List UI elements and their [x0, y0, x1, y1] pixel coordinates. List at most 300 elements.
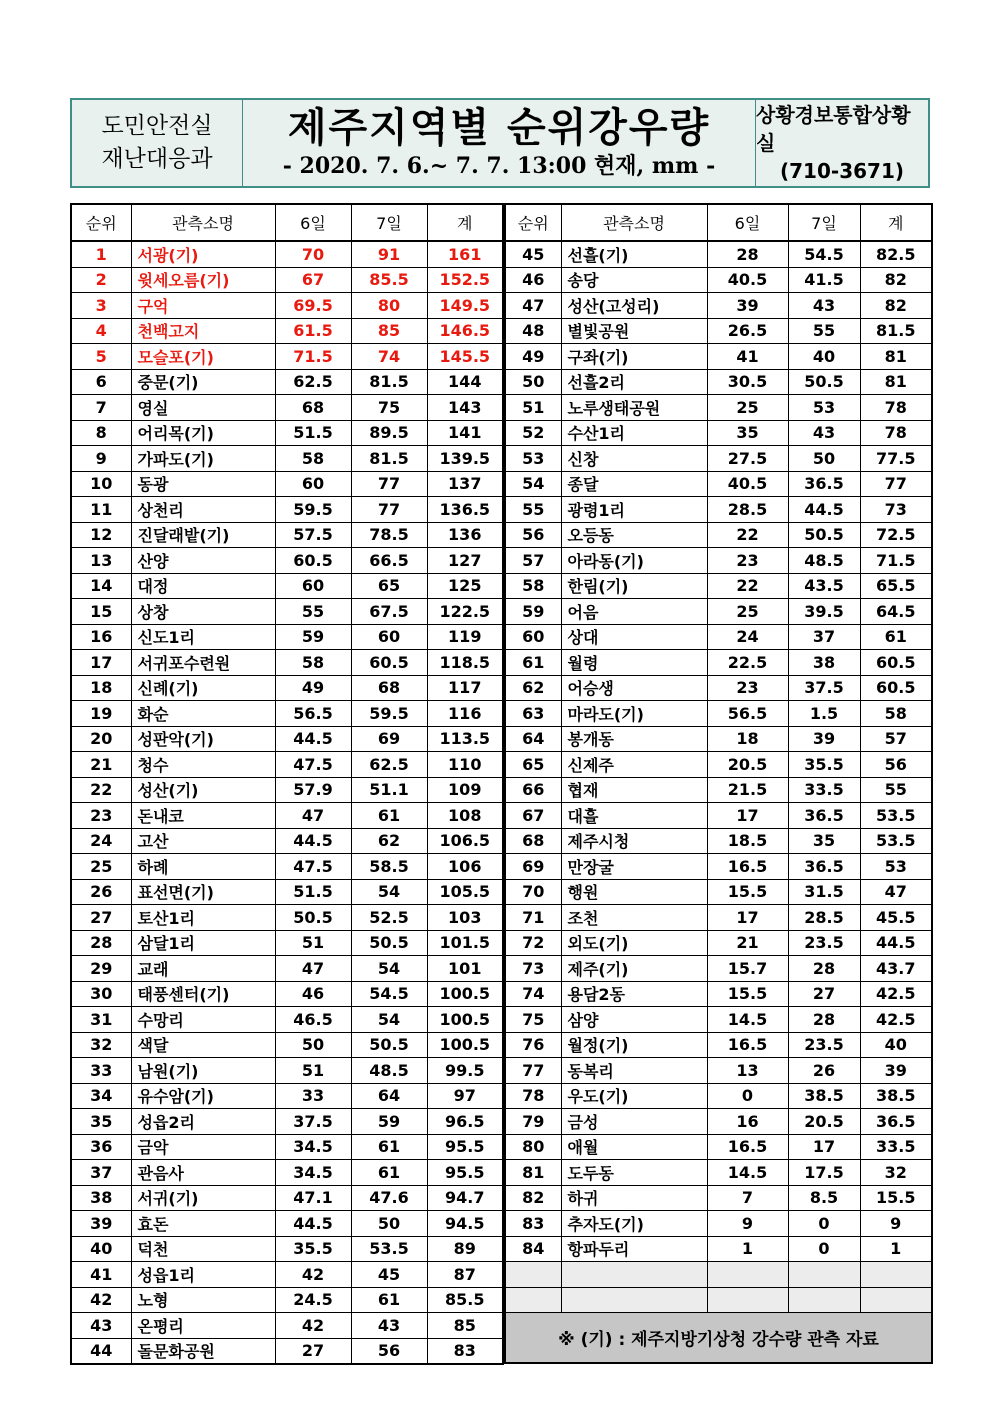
- rank-cell: 30: [71, 981, 131, 1007]
- day7-cell: 69: [351, 726, 427, 752]
- total-cell: 42.5: [860, 981, 932, 1007]
- table-row: [505, 497, 932, 523]
- station-name-cell: 고산: [131, 828, 275, 854]
- day6-cell: 17: [707, 803, 788, 829]
- station-name-cell: 봉개동: [561, 726, 707, 752]
- table-row: [71, 293, 503, 319]
- total-cell: 85: [427, 1313, 503, 1339]
- total-cell: 32: [860, 1160, 932, 1186]
- day7-cell: 43.5: [788, 573, 860, 599]
- title-box: [243, 100, 756, 186]
- office-phone: (710-3671): [780, 159, 904, 183]
- day6-cell: 47.1: [275, 1185, 351, 1211]
- rank-cell: 53: [505, 446, 561, 472]
- rank-cell: 72: [505, 930, 561, 956]
- col-total: 계: [427, 204, 503, 241]
- day7-cell: 37.5: [788, 675, 860, 701]
- station-name-cell: 마라도(기): [561, 701, 707, 727]
- day7-cell: 23.5: [788, 930, 860, 956]
- table-row: [505, 446, 932, 472]
- rainfall-table-left: [70, 203, 504, 1365]
- table-row: [505, 267, 932, 293]
- day7-cell: 47.6: [351, 1185, 427, 1211]
- day7-cell: 75: [351, 395, 427, 421]
- rank-cell: 54: [505, 471, 561, 497]
- day7-cell: 62.5: [351, 752, 427, 778]
- rank-cell: 10: [71, 471, 131, 497]
- rank-cell: 65: [505, 752, 561, 778]
- day6-cell: 33: [275, 1083, 351, 1109]
- rank-cell: 56: [505, 522, 561, 548]
- day7-cell: 50.5: [788, 369, 860, 395]
- day6-cell: 58: [275, 446, 351, 472]
- day6-cell: 62.5: [275, 369, 351, 395]
- total-cell: 105.5: [427, 879, 503, 905]
- day7-cell: 0: [788, 1211, 860, 1237]
- table-row: [71, 1007, 503, 1033]
- day6-cell: 28: [707, 241, 788, 267]
- total-cell: 36.5: [860, 1109, 932, 1135]
- day7-cell: 61: [351, 1134, 427, 1160]
- table-row: [71, 1211, 503, 1237]
- station-name-cell: 월정(기): [561, 1032, 707, 1058]
- station-name-cell: 만장굴: [561, 854, 707, 880]
- station-name-cell: 종달: [561, 471, 707, 497]
- table-row: [505, 420, 932, 446]
- total-cell: 38.5: [860, 1083, 932, 1109]
- total-cell: 60.5: [860, 650, 932, 676]
- day6-cell: 16.5: [707, 1032, 788, 1058]
- day7-cell: 54.5: [788, 241, 860, 267]
- total-cell: 53.5: [860, 803, 932, 829]
- total-cell: 139.5: [427, 446, 503, 472]
- station-name-cell: 어승생: [561, 675, 707, 701]
- day7-cell: 68: [351, 675, 427, 701]
- station-name-cell: 노루생태공원: [561, 395, 707, 421]
- total-cell: 77: [860, 471, 932, 497]
- table-row: [71, 828, 503, 854]
- day6-cell: 51: [275, 930, 351, 956]
- day7-cell: 28: [788, 1007, 860, 1033]
- station-name-cell: 태풍센터(기): [131, 981, 275, 1007]
- rank-cell: 74: [505, 981, 561, 1007]
- table-row: [505, 548, 932, 574]
- station-name-cell: 오등동: [561, 522, 707, 548]
- rank-cell: 51: [505, 395, 561, 421]
- rank-cell: 12: [71, 522, 131, 548]
- station-name-cell: 행원: [561, 879, 707, 905]
- rank-cell: 35: [71, 1109, 131, 1135]
- table-row: [71, 1313, 503, 1339]
- day7-cell: 50.5: [351, 1032, 427, 1058]
- total-cell: 82: [860, 267, 932, 293]
- station-name-cell: 삼양: [561, 1007, 707, 1033]
- station-name-cell: 상대: [561, 624, 707, 650]
- day7-cell: 36.5: [788, 854, 860, 880]
- day6-cell: 15.5: [707, 981, 788, 1007]
- table-row: [505, 981, 932, 1007]
- total-cell: 72.5: [860, 522, 932, 548]
- table-row: [71, 981, 503, 1007]
- table-row: [71, 344, 503, 370]
- table-row: [505, 1083, 932, 1109]
- day6-cell: 22: [707, 573, 788, 599]
- total-cell: 78: [860, 420, 932, 446]
- day6-cell: 15.7: [707, 956, 788, 982]
- day6-cell: 34.5: [275, 1134, 351, 1160]
- rank-cell: 76: [505, 1032, 561, 1058]
- table-row: [505, 752, 932, 778]
- station-name-cell: 영실: [131, 395, 275, 421]
- table-row: [71, 599, 503, 625]
- rank-cell: 4: [71, 318, 131, 344]
- rank-cell: 25: [71, 854, 131, 880]
- total-cell: 47: [860, 879, 932, 905]
- day7-cell: 60: [351, 624, 427, 650]
- total-cell: 152.5: [427, 267, 503, 293]
- day6-cell: 25: [707, 395, 788, 421]
- total-cell: 58: [860, 701, 932, 727]
- rank-cell: 60: [505, 624, 561, 650]
- table-row: [505, 344, 932, 370]
- rank-cell: 39: [71, 1211, 131, 1237]
- station-name-cell: 효돈: [131, 1211, 275, 1237]
- day6-cell: 23: [707, 675, 788, 701]
- total-cell: 65.5: [860, 573, 932, 599]
- station-name-cell: 동복리: [561, 1058, 707, 1084]
- rank-cell: 9: [71, 446, 131, 472]
- table-row: [505, 369, 932, 395]
- rank-cell: 2: [71, 267, 131, 293]
- day6-cell: 40.5: [707, 267, 788, 293]
- table-row: [71, 573, 503, 599]
- day6-cell: 18.5: [707, 828, 788, 854]
- rank-cell: 40: [71, 1236, 131, 1262]
- table-row: [505, 395, 932, 421]
- day7-cell: 54: [351, 1007, 427, 1033]
- day7-cell: 51.1: [351, 777, 427, 803]
- total-cell: 85.5: [427, 1287, 503, 1313]
- day7-cell: 1.5: [788, 701, 860, 727]
- station-name-cell: 온평리: [131, 1313, 275, 1339]
- day7-cell: 28: [788, 956, 860, 982]
- rank-cell: 50: [505, 369, 561, 395]
- day7-cell: 17.5: [788, 1160, 860, 1186]
- table-row: [505, 1160, 932, 1186]
- station-name-cell: 서귀(기): [131, 1185, 275, 1211]
- day7-cell: 77: [351, 471, 427, 497]
- col-day7: 7일: [351, 204, 427, 241]
- station-name-cell: 서귀포수련원: [131, 650, 275, 676]
- day7-cell: 8.5: [788, 1185, 860, 1211]
- empty-cell: [707, 1287, 788, 1313]
- day7-cell: 36.5: [788, 471, 860, 497]
- total-cell: 43.7: [860, 956, 932, 982]
- day6-cell: 50: [275, 1032, 351, 1058]
- station-name-cell: 산양: [131, 548, 275, 574]
- rank-cell: 14: [71, 573, 131, 599]
- rank-cell: 52: [505, 420, 561, 446]
- page-title: 제주지역별 순위강우량: [287, 105, 711, 151]
- col-rank: 순위: [505, 204, 561, 241]
- table-row: [505, 1211, 932, 1237]
- day7-cell: 50.5: [351, 930, 427, 956]
- day6-cell: 24.5: [275, 1287, 351, 1313]
- total-cell: 101.5: [427, 930, 503, 956]
- table-row: [71, 522, 503, 548]
- day6-cell: 51.5: [275, 879, 351, 905]
- rainfall-table-right: [504, 203, 933, 1364]
- total-cell: 56: [860, 752, 932, 778]
- day7-cell: 38: [788, 650, 860, 676]
- total-cell: 55: [860, 777, 932, 803]
- day7-cell: 59.5: [351, 701, 427, 727]
- table-row: [505, 956, 932, 982]
- table-row: [71, 777, 503, 803]
- station-name-cell: 모슬포(기): [131, 344, 275, 370]
- day6-cell: 47.5: [275, 752, 351, 778]
- station-name-cell: 하귀: [561, 1185, 707, 1211]
- total-cell: 161: [427, 241, 503, 267]
- day6-cell: 37.5: [275, 1109, 351, 1135]
- day7-cell: 81.5: [351, 369, 427, 395]
- day6-cell: 39: [707, 293, 788, 319]
- day7-cell: 80: [351, 293, 427, 319]
- rank-cell: 43: [71, 1313, 131, 1339]
- source-note: ※ (기) : 제주지방기상청 강수량 관측 자료: [505, 1313, 932, 1364]
- rank-cell: 57: [505, 548, 561, 574]
- day6-cell: 47: [275, 956, 351, 982]
- total-cell: 119: [427, 624, 503, 650]
- table-row: [71, 1262, 503, 1288]
- station-name-cell: 성읍2리: [131, 1109, 275, 1135]
- rank-cell: 77: [505, 1058, 561, 1084]
- day6-cell: 28.5: [707, 497, 788, 523]
- station-name-cell: 청수: [131, 752, 275, 778]
- day6-cell: 59: [275, 624, 351, 650]
- total-cell: 100.5: [427, 1007, 503, 1033]
- total-cell: 94.7: [427, 1185, 503, 1211]
- total-cell: 45.5: [860, 905, 932, 931]
- day6-cell: 51.5: [275, 420, 351, 446]
- day6-cell: 42: [275, 1262, 351, 1288]
- rank-cell: 29: [71, 956, 131, 982]
- col-station: 관측소명: [561, 204, 707, 241]
- total-cell: 83: [427, 1338, 503, 1364]
- total-cell: 136: [427, 522, 503, 548]
- rank-cell: 15: [71, 599, 131, 625]
- rank-cell: 80: [505, 1134, 561, 1160]
- station-name-cell: 어음: [561, 599, 707, 625]
- table-row: [71, 1058, 503, 1084]
- table-row: [71, 650, 503, 676]
- day6-cell: 51: [275, 1058, 351, 1084]
- rank-cell: 31: [71, 1007, 131, 1033]
- table-row: [505, 930, 932, 956]
- table-row: [505, 650, 932, 676]
- day7-cell: 53.5: [351, 1236, 427, 1262]
- rank-cell: 23: [71, 803, 131, 829]
- total-cell: 39: [860, 1058, 932, 1084]
- table-header-row: [505, 204, 932, 241]
- total-cell: 110: [427, 752, 503, 778]
- table-row: [71, 267, 503, 293]
- day7-cell: 41.5: [788, 267, 860, 293]
- table-row: [71, 497, 503, 523]
- day7-cell: 54: [351, 956, 427, 982]
- table-row: [505, 777, 932, 803]
- day7-cell: 81.5: [351, 446, 427, 472]
- table-row: [71, 1185, 503, 1211]
- col-day6: 6일: [707, 204, 788, 241]
- table-row: [505, 1032, 932, 1058]
- station-name-cell: 돈내코: [131, 803, 275, 829]
- day7-cell: 50: [351, 1211, 427, 1237]
- day7-cell: 60.5: [351, 650, 427, 676]
- day7-cell: 61: [351, 803, 427, 829]
- total-cell: 136.5: [427, 497, 503, 523]
- table-row: [505, 599, 932, 625]
- day6-cell: 25: [707, 599, 788, 625]
- table-row: [71, 624, 503, 650]
- day6-cell: 30.5: [707, 369, 788, 395]
- station-name-cell: 외도(기): [561, 930, 707, 956]
- day6-cell: 60.5: [275, 548, 351, 574]
- station-name-cell: 항파두리: [561, 1236, 707, 1262]
- total-cell: 141: [427, 420, 503, 446]
- day7-cell: 50: [788, 446, 860, 472]
- total-cell: 127: [427, 548, 503, 574]
- day6-cell: 21: [707, 930, 788, 956]
- table-row: [71, 318, 503, 344]
- total-cell: 78: [860, 395, 932, 421]
- table-row: [505, 1134, 932, 1160]
- station-name-cell: 아라동(기): [561, 548, 707, 574]
- station-name-cell: 광령1리: [561, 497, 707, 523]
- station-name-cell: 표선면(기): [131, 879, 275, 905]
- day6-cell: 34.5: [275, 1160, 351, 1186]
- total-cell: 103: [427, 905, 503, 931]
- day7-cell: 54.5: [351, 981, 427, 1007]
- rank-cell: 16: [71, 624, 131, 650]
- day7-cell: 58.5: [351, 854, 427, 880]
- rank-cell: 78: [505, 1083, 561, 1109]
- table-row: [505, 1236, 932, 1262]
- day7-cell: 27: [788, 981, 860, 1007]
- table-row: [505, 905, 932, 931]
- total-cell: 82.5: [860, 241, 932, 267]
- total-cell: 89: [427, 1236, 503, 1262]
- table-row: [505, 854, 932, 880]
- total-cell: 113.5: [427, 726, 503, 752]
- table-row: [505, 1185, 932, 1211]
- station-name-cell: 용담2동: [561, 981, 707, 1007]
- table-row: [71, 1160, 503, 1186]
- rank-cell: 20: [71, 726, 131, 752]
- col-rank: 순위: [71, 204, 131, 241]
- rank-cell: 79: [505, 1109, 561, 1135]
- col-day7: 7일: [788, 204, 860, 241]
- station-name-cell: 상창: [131, 599, 275, 625]
- station-name-cell: 화순: [131, 701, 275, 727]
- table-row: [71, 930, 503, 956]
- total-cell: 77.5: [860, 446, 932, 472]
- day7-cell: 59: [351, 1109, 427, 1135]
- rank-cell: 63: [505, 701, 561, 727]
- table-row: [505, 241, 932, 267]
- day6-cell: 56.5: [707, 701, 788, 727]
- rank-cell: 17: [71, 650, 131, 676]
- day6-cell: 57.5: [275, 522, 351, 548]
- empty-cell: [860, 1262, 932, 1288]
- station-name-cell: 월령: [561, 650, 707, 676]
- station-name-cell: 송당: [561, 267, 707, 293]
- report-header: [70, 98, 930, 188]
- day6-cell: 14.5: [707, 1160, 788, 1186]
- table-row: [71, 395, 503, 421]
- rank-cell: 41: [71, 1262, 131, 1288]
- day6-cell: 7: [707, 1185, 788, 1211]
- day6-cell: 59.5: [275, 497, 351, 523]
- total-cell: 146.5: [427, 318, 503, 344]
- day6-cell: 13: [707, 1058, 788, 1084]
- rank-cell: 11: [71, 497, 131, 523]
- department-line-1: 도민안전실: [101, 113, 213, 139]
- rank-cell: 67: [505, 803, 561, 829]
- table-row: [505, 293, 932, 319]
- total-cell: 117: [427, 675, 503, 701]
- rank-cell: 24: [71, 828, 131, 854]
- station-name-cell: 서광(기): [131, 241, 275, 267]
- rank-cell: 46: [505, 267, 561, 293]
- station-name-cell: 윗세오름(기): [131, 267, 275, 293]
- station-name-cell: 애월: [561, 1134, 707, 1160]
- day6-cell: 47.5: [275, 854, 351, 880]
- day6-cell: 50.5: [275, 905, 351, 931]
- office-box: [756, 100, 928, 186]
- rank-cell: 49: [505, 344, 561, 370]
- total-cell: 100.5: [427, 1032, 503, 1058]
- total-cell: 71.5: [860, 548, 932, 574]
- day6-cell: 22: [707, 522, 788, 548]
- rank-cell: 42: [71, 1287, 131, 1313]
- day7-cell: 20.5: [788, 1109, 860, 1135]
- station-name-cell: 동광: [131, 471, 275, 497]
- day6-cell: 16.5: [707, 854, 788, 880]
- day7-cell: 35.5: [788, 752, 860, 778]
- station-name-cell: 천백고지: [131, 318, 275, 344]
- station-name-cell: 구좌(기): [561, 344, 707, 370]
- empty-row: [505, 1262, 932, 1288]
- day6-cell: 56.5: [275, 701, 351, 727]
- rank-cell: 44: [71, 1338, 131, 1364]
- total-cell: 109: [427, 777, 503, 803]
- day7-cell: 62: [351, 828, 427, 854]
- total-cell: 108: [427, 803, 503, 829]
- station-name-cell: 중문(기): [131, 369, 275, 395]
- station-name-cell: 토산1리: [131, 905, 275, 931]
- station-name-cell: 가파도(기): [131, 446, 275, 472]
- table-row: [505, 471, 932, 497]
- station-name-cell: 성산(고성리): [561, 293, 707, 319]
- total-cell: 81: [860, 344, 932, 370]
- total-cell: 95.5: [427, 1160, 503, 1186]
- rank-cell: 59: [505, 599, 561, 625]
- day6-cell: 1: [707, 1236, 788, 1262]
- rank-cell: 36: [71, 1134, 131, 1160]
- day6-cell: 26.5: [707, 318, 788, 344]
- department-line-2: 재난대응과: [101, 146, 213, 172]
